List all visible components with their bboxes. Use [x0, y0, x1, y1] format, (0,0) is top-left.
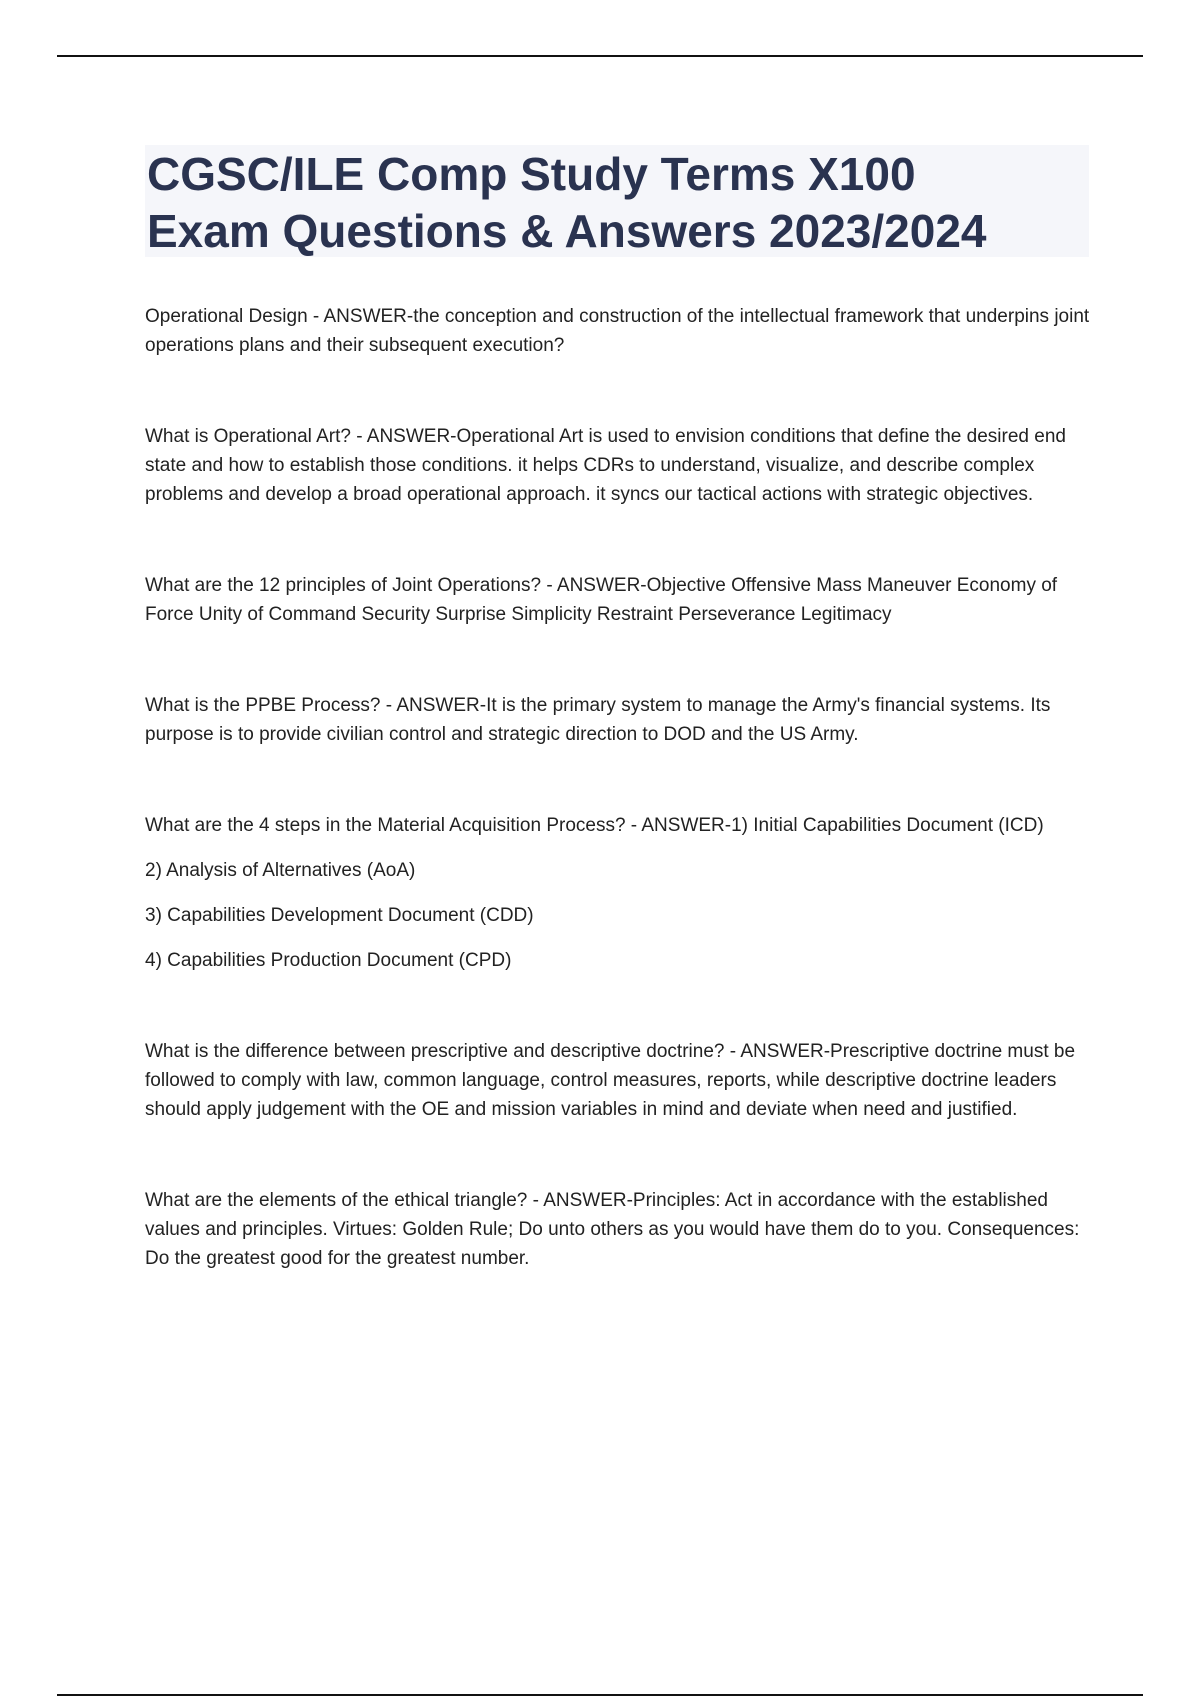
footer-rule — [57, 1694, 1143, 1696]
answer: ANSWER-Objective Offensive Mass Maneuver Economy of Force Unity of Command Security Surprise Simplicity Restraint Perseverance Legitimacy — [145, 575, 1058, 625]
answer: ANSWER-Prescriptive doctrine must be followed to comply with law, common language, control measures, reports, while descriptive doctrine leaders should apply judgement with the OE and mission variables in mind and deviate when need and justified. — [145, 1041, 1076, 1120]
qa-heading — [145, 811, 1090, 840]
question: What are the 4 steps in the Material Acquisition Process? - — [145, 815, 641, 836]
question: What are the elements of the ethical triangle? - — [145, 1190, 543, 1211]
question: Operational Design - — [145, 306, 324, 327]
title-banner — [145, 145, 1089, 257]
document-title — [147, 146, 987, 260]
answer: ANSWER-Principles: Act in accordance with the established values and principles. Virtues: Golden Rule; Do unto others as you would have them do to you. Consequences: Do the greatest good for the greatest number. — [145, 1190, 1080, 1269]
answer: ANSWER-Operational Art is used to envision conditions that define the desired end state and how to establish those conditions. it helps CDRs to understand, visualize, and describe complex problems and develop a broad operational approach. it syncs our tactical actions with strategic objectives. — [145, 426, 1066, 505]
step-item: 2) Analysis of Alternatives (AoA) — [145, 860, 416, 881]
title-line-2: Exam Questions & Answers 2023/2024 — [147, 205, 987, 257]
qa-list — [145, 302, 1090, 1273]
answer: ANSWER-1) Initial Capabilities Document (ICD) — [641, 815, 1044, 836]
qa-item — [145, 302, 1090, 360]
question: What is the PPBE Process? - — [145, 695, 396, 716]
question: What are the 12 principles of Joint Operations? - — [145, 575, 557, 596]
header-rule — [57, 55, 1143, 57]
qa-item — [145, 1037, 1090, 1124]
step-item: 3) Capabilities Development Document (CDD) — [145, 905, 534, 926]
qa-item — [145, 571, 1090, 629]
question: What is Operational Art? - — [145, 426, 367, 447]
step-item: 4) Capabilities Production Document (CPD) — [145, 950, 512, 971]
qa-item — [145, 691, 1090, 749]
answer: ANSWER-It is the primary system to manage the Army's financial systems. Its purpose is to provide civilian control and strategic direction to DOD and the US Army. — [145, 695, 1051, 745]
question: What is the difference between prescriptive and descriptive doctrine? - — [145, 1041, 740, 1062]
qa-item — [145, 811, 1090, 975]
answer: ANSWER-the conception and construction of the intellectual framework that underpins joint operations plans and their subsequent execution? — [145, 306, 1090, 356]
qa-item — [145, 422, 1090, 509]
title-line-1: CGSC/ILE Comp Study Terms X100 — [147, 148, 916, 200]
qa-item — [145, 1186, 1090, 1273]
